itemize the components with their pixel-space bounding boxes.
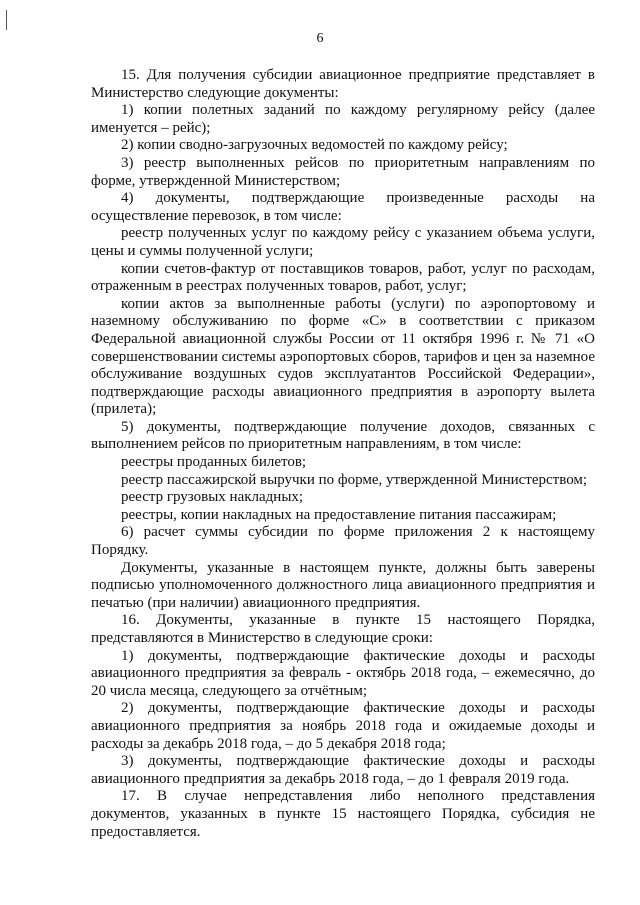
paragraph-16-intro: 16. Документы, указанные в пункте 15 настоящего Порядка, представляются в Министерство в следующие сроки: (91, 612, 595, 646)
paragraph-15-item-4-sub-1: реестр полученных услуг по каждому рейсу с указанием объема услуги, цены и суммы полученной услуги; (91, 225, 595, 259)
paragraph-16-item-3: 3) документы, подтверждающие фактические доходы и расходы авиационного предприятия за декабрь 2018 года, – до 1 февраля 2019 года. (91, 753, 595, 787)
document-body (91, 67, 595, 841)
paragraph-15-item-4-sub-2: копии счетов-фактур от поставщиков товаров, работ, услуг по расходам, отраженным в реестрах полученных товаров, работ, услуг; (91, 260, 595, 295)
paragraph-16-item-2: 2) документы, подтверждающие фактические доходы и расходы авиационного предприятия за ноябрь 2018 года и ожидаемые доходы и расходы за декабрь 2018 года, – до 5 декабря 2018 года; (91, 700, 595, 752)
paragraph-16-item-1: 1) документы, подтверждающие фактические доходы и расходы авиационного предприятия за февраль - октябрь 2018 года, – ежемесячно, до 20 числа месяца, следующего за отчётным; (91, 647, 595, 699)
paragraph-15-intro: 15. Для получения субсидии авиационное предприятие представляет в Министерство следующие документы: (91, 67, 595, 101)
paragraph-15-certification: Документы, указанные в настоящем пункте, должны быть заверены подписью уполномоченного должностного лица авиационного предприятия и печатью (при наличии) авиационного предприятия. (91, 559, 595, 611)
paragraph-15-item-5-sub-4: реестры, копии накладных на предоставление питания пассажирам; (121, 506, 557, 523)
paragraph-15-item-6: 6) расчет суммы субсидии по форме приложения 2 к настоящему Порядку. (91, 524, 595, 559)
paragraph-15-item-3: 3) реестр выполненных рейсов по приоритетным направлениям по форме, утвержденной Министерством; (91, 154, 595, 189)
paragraph-15-item-5-sub-1: реестры проданных билетов; (121, 454, 307, 471)
page-number: 6 (316, 31, 324, 46)
paragraph-15-item-5-sub-2: реестр пассажирской выручки по форме, утвержденной Министерством; (121, 471, 588, 488)
paragraph-15-item-2: 2) копии сводно-загрузочных ведомостей по каждому рейсу; (121, 137, 508, 154)
paragraph-15-item-1: 1) копии полетных заданий по каждому регулярному рейсу (далее именуется – рейс); (91, 102, 595, 136)
paragraph-15-item-4: 4) документы, подтверждающие произведенные расходы на осуществление перевозок, в том числе: (91, 190, 595, 224)
paragraph-17: 17. В случае непредставления либо неполного представления документов, указанных в пункте 15 настоящего Порядка, субсидия не предоставляется. (91, 788, 595, 840)
paragraph-15-item-5-sub-3: реестр грузовых накладных; (121, 489, 304, 506)
page-edge-line (6, 10, 7, 30)
paragraph-15-item-5: 5) документы, подтверждающие получение доходов, связанных с выполнением рейсов по приоритетным направлениям, в том числе: (91, 418, 595, 453)
paragraph-15-item-4-sub-3: копии актов за выполненные работы (услуги) по аэропортовому и наземному обслуживанию по форме «С» в соответствии с приказом Федеральной авиационной службы России от 11 октября 1996 г. № 71 «О совершенствовании системы аэропортовых сборов, тарифов и цен за наземное обслуживание воздушных судов эксплуатантов Российской Федерации», подтверждающие расходы авиационного предприятия в аэропорту вылета (прилета); (91, 295, 595, 418)
